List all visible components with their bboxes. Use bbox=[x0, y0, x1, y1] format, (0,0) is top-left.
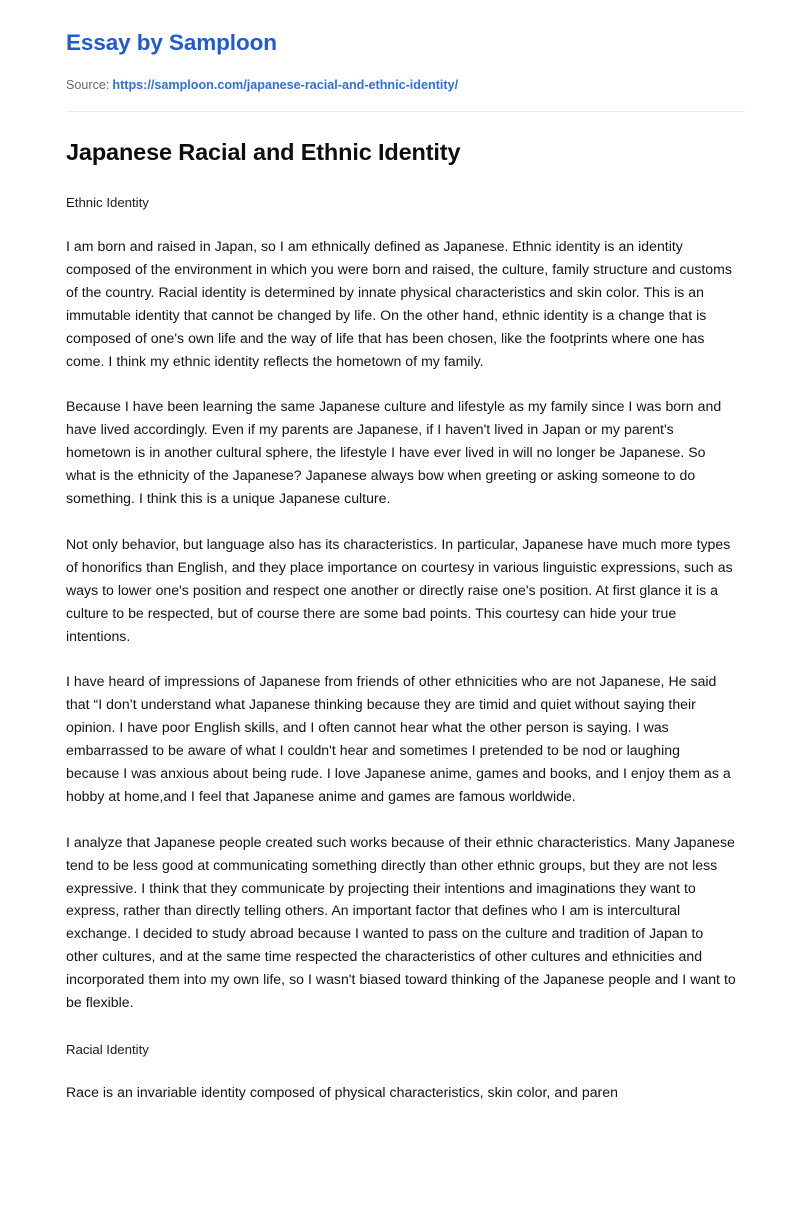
source-url-link[interactable]: https://samploon.com/japanese-racial-and-ethnic-identity/ bbox=[112, 78, 459, 92]
body-paragraph: I analyze that Japanese people created such works because of their ethnic characteristics. Many Japanese tend to be less good at communicating something directly than other ethnic groups, but they are not less expressive. I think that they communicate by projecting their intentions and imaginations they want to express, rather than directly telling others. An important factor that defines who I am is intercultural exchange. I decided to study abroad because I wanted to pass on the culture and tradition of Japan to other cultures, and at the same time respected the characteristics of other cultures and ethnicities and incorporated them into my own life, so I wasn't biased toward thinking of the Japanese people and I want to be flexible. bbox=[66, 833, 736, 1010]
body-paragraph: Not only behavior, but language also has its characteristics. In particular, Japanese have much more types of honorifics than English, and they place importance on courtesy in various linguistic expressions, such as ways to lower one's position and respect one another or directly raise one's position. At first glance it is a culture to be respected, but of course there are some bad points. This courtesy can hide your true intentions. bbox=[66, 535, 733, 644]
body-paragraph: I am born and raised in Japan, so I am ethnically defined as Japanese. Ethnic identity is an identity composed of the environment in which you were born and raised, the culture, family structure and customs of the country. Racial identity is determined by innate physical characteristics and skin color. This is an immutable identity that cannot be changed by life. On the other hand, ethnic identity is a change that is composed of one's own life and the way of life that has been chosen, like the footprints where one has come. I think my ethnic identity reflects the hometown of my family. bbox=[66, 238, 732, 369]
page-title: Japanese Racial and Ethnic Identity bbox=[66, 138, 461, 165]
brand-title: Essay by Samploon bbox=[66, 30, 277, 55]
body-paragraph: Because I have been learning the same Japanese culture and lifestyle as my family since I was born and have lived accordingly. Even if my parents are Japanese, if I haven't lived in Japan or my parent's hometown is in another cultural sphere, the lifestyle I have ever lived in will no longer be Japanese. So what is the ethnicity of the Japanese? Japanese always bow when greeting or asking someone to do something. I think this is a unique Japanese culture. bbox=[66, 398, 722, 507]
source-line bbox=[66, 56, 736, 95]
body-paragraph-truncated: Race is an invariable identity composed of physical characteristics, skin color, and paren bbox=[66, 1084, 618, 1100]
body-paragraph: I have heard of impressions of Japanese from friends of other ethnicities who are not Japanese, He said that “I don’t understand what Japanese thinking because they are timid and quiet without saying their opinion. I have poor English skills, and I often cannot hear what the other person is saying. I was embarrassed to be aware of what I couldn't hear and sometimes I pretended to be nod or laughing because I was anxious about being rude. I love Japanese anime, games and books, and I enjoy them as a hobby at home,and I feel that Japanese anime and games are famous worldwide. bbox=[66, 673, 731, 804]
content-column bbox=[66, 0, 736, 1104]
section-heading-ethnic-identity: Ethnic Identity bbox=[66, 195, 149, 210]
section-heading-racial-identity: Racial Identity bbox=[66, 1041, 149, 1057]
header-divider bbox=[66, 111, 745, 112]
source-label: Source: bbox=[66, 78, 110, 92]
